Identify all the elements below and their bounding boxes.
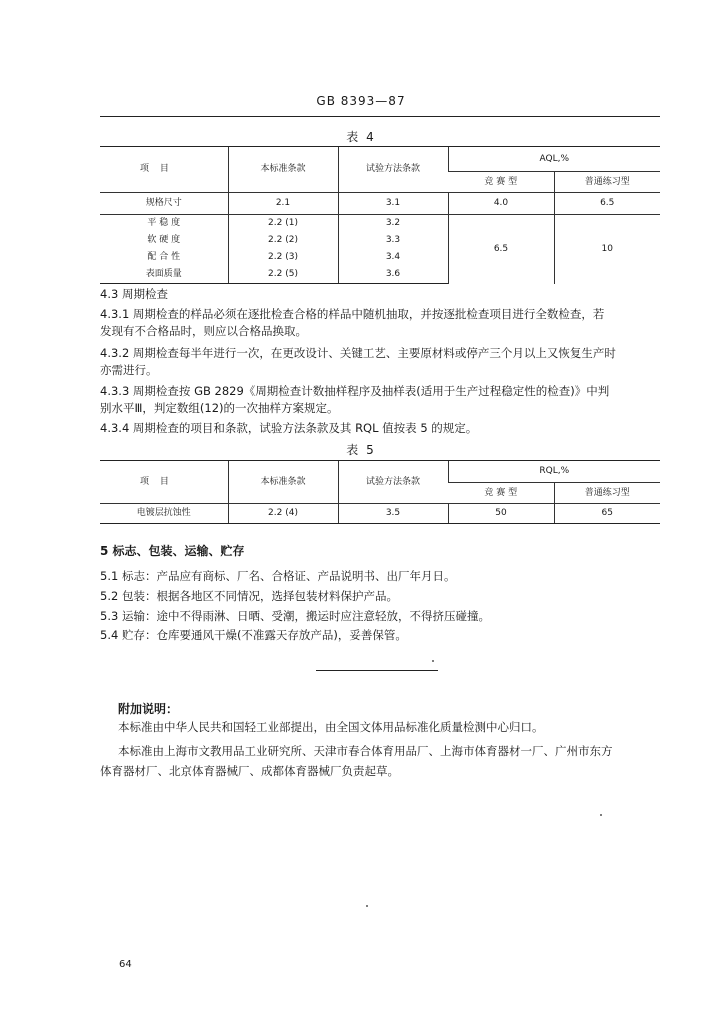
table-row [100,215,660,232]
page-number: 64 [119,959,132,970]
para-5-3: 5.3 运输：途中不得雨淋、日晒、受潮，搬运时应注意轻放，不得挤压碰撞。 [100,609,490,623]
table4-row0-item: 规格尺寸 [100,193,228,215]
table4-row4-clause: 2.2 (5) [228,266,338,284]
table4-row0-type2: 6.5 [554,193,660,215]
table5-row-method: 3.5 [338,504,448,524]
scan-speck [432,660,434,662]
table4-row4-method: 3.6 [338,266,448,284]
table5-row-clause: 2.2 (4) [228,504,338,524]
para-5-2: 5.2 包装：根据各地区不同情况，选择包装材料保护产品。 [100,589,398,603]
table4-row2-method: 3.3 [338,232,448,249]
para-4-3-1-line2: 发现有不合格品时，则应以合格品换取。 [100,324,307,338]
table4-row2-clause: 2.2 (2) [228,232,338,249]
table4-row2-item: 软 硬 度 [147,234,181,245]
scan-speck [600,814,602,816]
para-5-4: 5.4 贮存：仓库要通风干燥(不准露天存放产品)，妥善保管。 [100,628,407,642]
section-5-title: 5 标志、包装、运输、贮存 [100,544,245,558]
table5-head-type1: 竞 赛 型 [448,483,554,504]
table4-head-type2: 普通练习型 [554,172,660,193]
standard-code-header: GB 8393—87 [316,94,406,108]
para-4-3-2-line2: 亦需进行。 [100,363,158,377]
table5-row-type2: 65 [554,504,660,524]
table4-row1-item: 平 稳 度 [100,215,228,232]
table5-head-clause: 本标准条款 [228,461,338,504]
table4-head-aql: AQL,% [448,147,660,172]
table5-head-method: 试验方法条款 [338,461,448,504]
header-rule [100,116,660,117]
table4-row3-item: 配 合 性 [147,251,181,262]
notes-line1: 本标准由中华人民共和国轻工业部提出，由全国文体用品标准化质量检测中心归口。 [118,720,544,734]
section-4-3-title: 4.3 周期检查 [100,287,168,301]
table5-row-type1: 50 [448,504,554,524]
table4-group-type1: 6.5 [448,215,554,284]
notes-line2: 本标准由上海市文教用品工业研究所、天津市春合体育用品厂、上海市体育器材一厂、广州市东方 [118,744,613,758]
table5 [100,460,660,524]
end-rule [316,670,438,671]
para-4-3-3-line2: 别水平Ⅲ，判定数组(12)的一次抽样方案规定。 [100,401,339,415]
table4-row3-clause: 2.2 (3) [228,249,338,266]
table5-caption: 表 5 [346,443,376,457]
table4-head-clause: 本标准条款 [228,147,338,193]
para-5-1: 5.1 标志：产品应有商标、厂名、合格证、产品说明书、出厂年月日。 [100,569,456,583]
table4-caption: 表 4 [346,130,376,144]
scan-speck [366,905,368,907]
table5-row-item: 电镀层抗蚀性 [100,504,228,524]
table4 [100,146,660,284]
table-row [100,193,660,215]
table5-head-type2: 普通练习型 [554,483,660,504]
table-row [100,504,660,524]
table4-row0-type1: 4.0 [448,193,554,215]
table4-row0-clause: 2.1 [228,193,338,215]
table4-row1-method: 3.2 [338,215,448,232]
para-4-3-2-line1: 4.3.2 周期检查每半年进行一次，在更改设计、关键工艺、主要原材料或停产三个月以上又恢复生产时 [100,346,616,360]
notes-line3: 体育器材厂、北京体育器械厂、成都体育器械厂负责起草。 [100,764,399,778]
table5-head-item: 项 目 [100,461,228,504]
table4-row0-method: 3.1 [338,193,448,215]
para-4-3-1-line1: 4.3.1 周期检查的样品必须在逐批检查合格的样品中随机抽取，并按逐批检查项目进行全数检查，若 [100,307,605,321]
table5-head-rql: RQL,% [448,461,660,483]
para-4-3-4-line1: 4.3.4 周期检查的项目和条款，试验方法条款及其 RQL 值按表 5 的规定。 [100,421,478,435]
notes-title: 附加说明： [118,702,179,716]
table4-head-type1: 竞 赛 型 [448,172,554,193]
table4-group-type2: 10 [554,215,660,284]
para-4-3-3-line1: 4.3.3 周期检查按 GB 2829《周期检查计数抽样程序及抽样表(适用于生产过程稳定性的检查)》中判 [100,384,610,398]
table4-head-item: 项 目 [100,147,228,193]
table4-head-method: 试验方法条款 [338,147,448,193]
table4-row3-method: 3.4 [338,249,448,266]
table4-row4-item: 表面质量 [100,266,228,284]
table4-row1-clause: 2.2 (1) [228,215,338,232]
